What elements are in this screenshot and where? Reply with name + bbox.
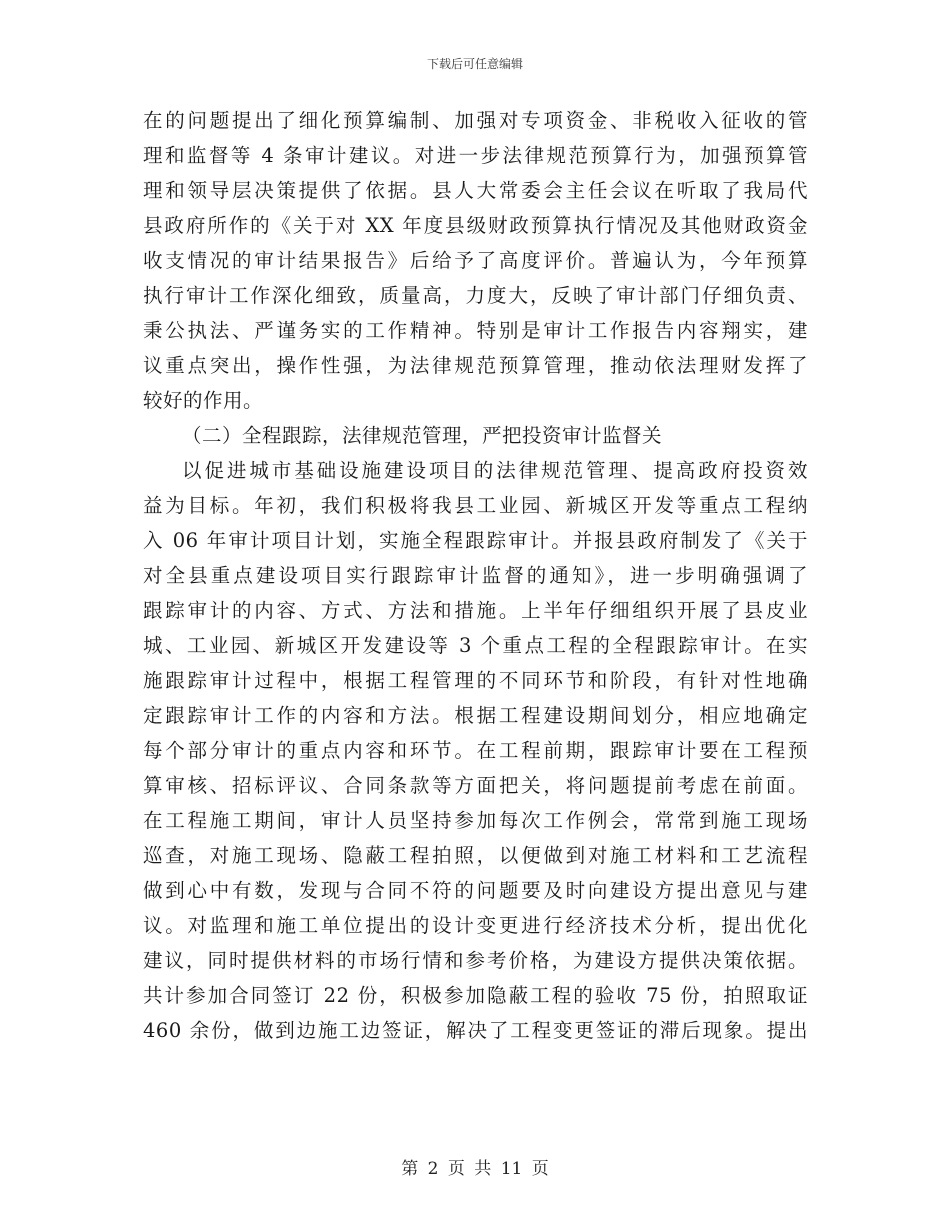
text-line: 较好的作用。 [143,389,264,412]
page-number-footer: 第 2 页 共 11 页 [401,1159,549,1179]
text-line: 做到心中有数，发现与合同不符的问题要及时向建设方提出意见与建 [143,879,808,902]
text-line: 议。对监理和施工单位提出的设计变更进行经济技术分析，提出优化 [143,914,808,937]
text-line: 城、工业园、新城区开发建设等 3 个重点工程的全程跟踪审计。在实 [143,634,808,657]
text-line: 县政府所作的《关于对 XX 年度县级财政预算执行情况及其他财政资金 [143,214,808,237]
text-line: 理和领导层决策提供了依据。县人大常委会主任会议在听取了我局代 [143,179,808,202]
text-line: 对全县重点建设项目实行跟踪审计监督的通知》，进一步明确强调了 [143,564,808,587]
page-header: 下载后可任意编辑 [426,57,523,71]
text-line: 施跟踪审计过程中，根据工程管理的不同环节和阶段，有针对性地确 [143,669,808,692]
text-line: 跟踪审计的内容、方式、方法和措施。上半年仔细组织开展了县皮业 [143,599,808,622]
document-body [143,103,808,1048]
text-line: 在的问题提出了细化预算编制、加强对专项资金、非税收入征收的管 [143,109,808,132]
text-line: 在工程施工期间，审计人员坚持参加每次工作例会，常常到施工现场 [143,809,808,832]
section-heading: （二）全程跟踪，法律规范管理，严把投资审计监督关 [182,424,663,447]
text-line: 秉公执法、严谨务实的工作精神。特别是审计工作报告内容翔实，建 [143,319,808,342]
text-line: 执行审计工作深化细致，质量高，力度大，反映了审计部门仔细负责、 [143,284,808,307]
text-line: 入 06 年审计项目计划，实施全程跟踪审计。并报县政府制发了《关于 [143,529,808,552]
text-line: 建议，同时提供材料的市场行情和参考价格，为建设方提供决策依据。 [143,949,808,972]
text-line: 算审核、招标评议、合同条款等方面把关，将问题提前考虑在前面。 [143,774,808,797]
text-line: 理和监督等 4 条审计建议。对进一步法律规范预算行为，加强预算管 [143,144,808,167]
text-line: 每个部分审计的重点内容和环节。在工程前期，跟踪审计要在工程预 [143,739,808,762]
text-line: 共计参加合同签订 22 份，积极参加隐蔽工程的验收 75 份，拍照取证 [143,984,808,1007]
text-line: 益为目标。年初，我们积极将我县工业园、新城区开发等重点工程纳 [143,494,808,517]
text-line: 定跟踪审计工作的内容和方法。根据工程建设期间划分，相应地确定 [143,704,808,727]
text-line: 议重点突出，操作性强，为法律规范预算管理，推动依法理财发挥了 [143,354,808,377]
text-line: 收支情况的审计结果报告》后给予了高度评价。普遍认为，今年预算 [143,249,808,272]
text-line: 以促进城市基础设施建设项目的法律规范管理、提高政府投资效 [182,459,808,482]
text-line: 巡查，对施工现场、隐蔽工程拍照，以便做到对施工材料和工艺流程 [143,844,808,867]
text-line: 460 余份，做到边施工边签证，解决了工程变更签证的滞后现象。提出 [143,1019,808,1042]
